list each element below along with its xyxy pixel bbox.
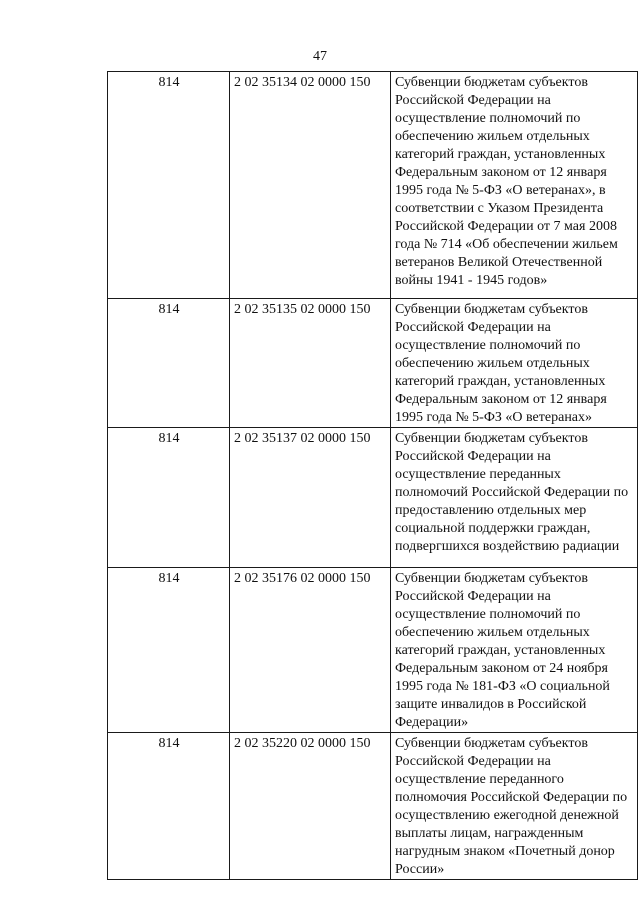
table-row [108,733,638,880]
budget-codes-table [107,71,638,880]
budget-code-cell: 2 02 35134 02 0000 150 [230,72,391,299]
admin-code-cell: 814 [108,568,230,733]
budget-code-cell: 2 02 35137 02 0000 150 [230,428,391,568]
table-row [108,299,638,428]
budget-code-cell: 2 02 35220 02 0000 150 [230,733,391,880]
admin-code-cell: 814 [108,428,230,568]
page-number: 47 [313,49,327,64]
income-name-cell: Субвенции бюджетам субъектов Российской Федерации на осуществление полномочий по обеспечению жильем отдельных категорий граждан, установленных Федеральным законом от 24 ноября 1995 года № 181-ФЗ «О социальной защите инвалидов в Российской Федерации» [391,568,638,733]
income-name-cell: Субвенции бюджетам субъектов Российской Федерации на осуществление полномочий по обеспечению жильем отдельных категорий граждан, установленных Федеральным законом от 12 января 1995 года № 5-ФЗ «О ветеранах», в соответствии с Указом Президента Российской Федерации от 7 мая 2008 года № 714 «Об обеспечении жильем ветеранов Великой Отечественной войны 1941 - 1945 годов» [391,72,638,299]
admin-code-cell: 814 [108,72,230,299]
budget-code-cell: 2 02 35176 02 0000 150 [230,568,391,733]
table-row [108,72,638,299]
income-name-cell: Субвенции бюджетам субъектов Российской Федерации на осуществление переданного полномочия Российской Федерации по осуществлению ежегодной денежной выплаты лицам, награжденным нагрудным знаком «Почетный донор России» [391,733,638,880]
income-name-cell: Субвенции бюджетам субъектов Российской Федерации на осуществление полномочий по обеспечению жильем отдельных категорий граждан, установленных Федеральным законом от 12 января 1995 года № 5-ФЗ «О ветеранах» [391,299,638,428]
admin-code-cell: 814 [108,299,230,428]
table-row [108,428,638,568]
budget-code-cell: 2 02 35135 02 0000 150 [230,299,391,428]
income-name-cell: Субвенции бюджетам субъектов Российской Федерации на осуществление переданных полномочий Российской Федерации по предоставлению отдельных мер социальной поддержки граждан, подвергшихся воздействию радиации [391,428,638,568]
table-row [108,568,638,733]
admin-code-cell: 814 [108,733,230,880]
